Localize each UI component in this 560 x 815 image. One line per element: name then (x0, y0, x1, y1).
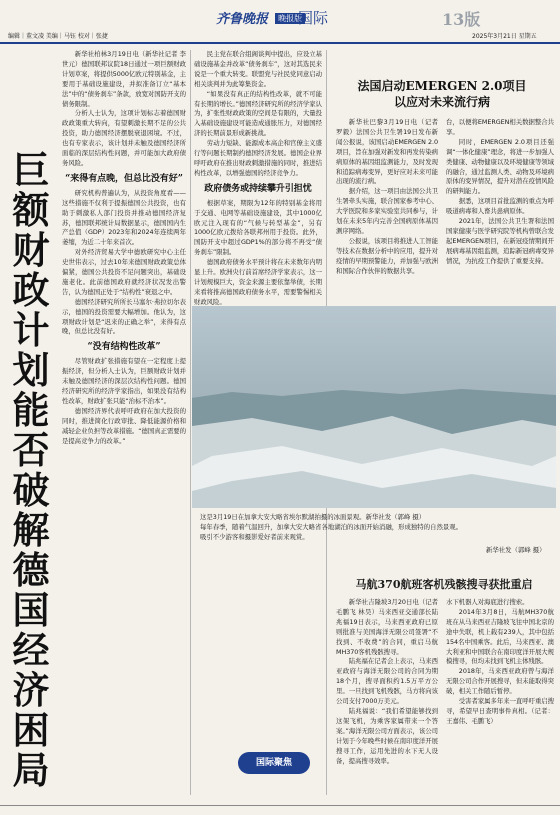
paragraph: 对外经济贸易大学中德欧研究中心主任史世伟表示，过去10年来德国财政政策总体偏紧，德国公共投资不足问题突出，基础设施老化。此前德国政府就经济状况发出警告，认为德国正处于“结构性”衰退之中。 (62, 248, 186, 296)
paragraph: 新华社吉隆坡3月20日电（记者 毛鹏飞 林昊）马来西亚交通部长陆兆福19日表示，马来西亚政府已原则批准与美国海洋无限公司签署“不找到、不收费”的合同，重启马航MH370客机残骸搜寻。 (336, 598, 438, 656)
editor-line: 编辑｜董文凌 美编｜马钰 校对｜张捷 (8, 33, 108, 40)
lake-ice-photo (192, 306, 556, 508)
left-subhead-2: “没有结构性改革” (87, 342, 161, 353)
photo-illustration (192, 306, 556, 508)
mh370-col2 (446, 598, 554, 798)
paragraph: 台，以便将EMERGEN相关数据整合共享。 (446, 118, 554, 136)
paragraph: 陆兆福说：“我们希望能够找到这架飞机，为乘客家属带来一个答案。”海洋无限公司方面表示，该公司计划于今年晚些时候在南印度洋开展搜寻工作，运用先进的水下无人设备，提高搜寻效率。 (336, 706, 438, 765)
footer-rule (0, 805, 560, 806)
photo-caption: 这是3月19日在加拿大安大略省埃尔默湖拍摄的冰面景观。新华社发（郭峰 摄） (200, 513, 426, 521)
france-story-col2 (446, 118, 554, 304)
headline-line: 法国启动EMERGEN 2.0项目 (357, 79, 527, 93)
france-story-col1 (336, 118, 438, 304)
photo-text-line: 每年春季，随着气温回升，加拿大安大略省各地湖泊的冰面开始消融，形成独特的自然景观。 (200, 523, 463, 531)
middle-subhead: 政府债务或持续攀升引担忧 (204, 183, 312, 194)
photo-text (200, 522, 552, 542)
left-story-byline: 新华社柏林3月19日电（新华社记者 李世元）德国联邦议院18日通过一项巨额财政计划草案，将提供5000亿欧元特别基金，主要用于基础设施建设，并拟准备订立“基本法”中的“债务刹车”条款，放宽对国防开支的债务限制。 (62, 50, 186, 108)
paragraph: 研究机构普遍认为，从投资角度看——这些措施不仅利于提振德国公共投资，也有助于刺激私人部门投资并推动德国经济复苏，德国联邦统计局数据显示，德国国内生产总值（GDP）2023年和2024年连续两年萎缩，为近二十年来首次。 (62, 188, 186, 247)
mh370-headline: 马航370航班客机残骸搜寻获批重启 (355, 578, 533, 591)
photo-text-line: 吸引不少游客和摄影爱好者前来观赏。 (200, 533, 309, 541)
paragraph: “如果没有真正的结构性改革，就不可能有长期的增长。”德国经济研究所的经济学家认为，扩张性财政政策的空间是有限的，大量投入基础设施建设可能造成通胀压力，对德国经济的长期前景形成新挑战。 (194, 89, 322, 138)
paragraph: 水下机器人对海底进行搜索。 (446, 598, 529, 606)
left-story-text (62, 50, 186, 795)
paragraph: 公报说，该项目将推进人工智能等技术在数据分析中的应用，提升对疫情的早期预警能力，并加强与欧洲和国际合作伙伴的数据共享。 (336, 236, 438, 275)
paragraph: 尽管财政扩张措施有望在一定程度上提振经济，但分析人士认为，巨额财政计划并未触及德国经济的深层次结构性问题。德国经济研究所的经济学家指出，如果没有结构性改革，财政扩张只能“治标不治本”。 (62, 357, 186, 405)
paragraph: 根据草案，期限为12年的特别基金将用于交通、电网等基础设施建设，其中1000亿欧元注入现有的“气候与转型基金”，另有1000亿欧元拨给各联邦州用于投资。此外，国防开支中超过GDP1%的部分将不再受“债务刹车”限制。 (194, 198, 322, 257)
paragraph: 受害者家属多年来一直呼吁重启搜寻，希望早日查明事件真相。（记者：王嘉伟、毛鹏飞） (446, 697, 554, 725)
left-story-headline: 巨额财政计划能否破解德国经济困局 (12, 148, 50, 792)
left-subhead-1: “来得有点晚，但总比没有好” (65, 173, 183, 184)
international-focus-badge (238, 752, 310, 774)
paragraph: 陆兆福在记者会上表示，马来西亚政府与海洋无限公司的合同为期18个月，搜寻面积约1.5万平方公里。一旦找到飞机残骸，马方将向该公司支付7000万美元。 (336, 657, 438, 706)
paragraph: 2021年，法国公共卫生署和法国国家健康与医学研究院等机构曾联合发起EMERGEN项目，在新冠疫情期间开展病毒基因组监测，追踪新冠病毒变异情况，为抗疫工作提供了重要支持。 (446, 217, 554, 265)
mh370-col1 (336, 598, 438, 798)
section-label: 国际 (298, 9, 329, 27)
issue-date: 2025年3月21日 星期五 (472, 33, 537, 40)
left-story-intro: 分析人士认为，这项计划标志着德国财政政策重大转向，有望刺激长期不足的公共投资，助力德国经济摆脱衰退困境。不过，也有专家表示，该计划并未触及德国经济所面临的深层结构性问题，并可能加大政府债务风险。 (62, 109, 186, 167)
paragraph: 据介绍，这一项目由法国公共卫生署牵头实施，联合国家参考中心、大学医院和多家实验室共同参与，计划在未来5年内完善全国病原体基因测序网络。 (336, 187, 438, 235)
paragraph: 新华社巴黎3月19日电（记者 罗毅）法国公共卫生署19日发布新闻公报说，该国启动EMERGEN 2.0项目，旨在加强对新发和再发传染病病原体的基因组监测能力，及时发现和追踪病毒变异，更好应对未来可能出现的流行病。 (336, 118, 438, 186)
france-story-headline (332, 78, 552, 110)
paragraph: 同时，EMERGEN 2.0项目还强调“一体化健康”理念，将进一步加强人类健康、动物健康以及环境健康等领域的融合，通过监测人类、动物及环境病原体的变异情况，提升对潜在疫情风险的研判能力。 (446, 137, 554, 196)
paragraph: 2018年，马来西亚政府曾与海洋无限公司合作开展搜寻，但未能取得突破，相关工作随后暂停。 (446, 667, 554, 696)
headline-line: 以应对未来流行病 (393, 95, 490, 109)
paragraph: 德国经济研究所所长马塞尔·弗拉切尔表示，德国的投资需要大幅增加。他认为，这项财政计划是“迟来的正确之举”，来得有点晚，但总比没有好。 (62, 297, 186, 336)
column-rule (190, 50, 191, 795)
paragraph: 民主党在联合组阁谈判中提出，应设立基础设施基金并改革“债务刹车”，这对其选民来说是一个重大转变。联盟党与社民党同意启动相关谈判并为此筹集资金。 (194, 50, 322, 88)
paragraph: 2014年3月8日，马航MH370航班在从马来西亚吉隆坡飞往中国北京的途中失联，机上载有239人，其中包括154名中国乘客。此后，马来西亚、澳大利亚和中国联合在南印度洋开展大规模搜寻，但均未找到飞机主体残骸。 (446, 607, 554, 666)
paragraph: 德国政府债务水平预计将在未来数年内明显上升。欧洲央行前首席经济学家表示，这一计划规模巨大，资金来源主要依靠举债，长期来看将推高德国政府债务水平，需要警惕相关财政风险。 (194, 258, 322, 306)
page-number: 13版 (442, 10, 481, 29)
masthead-edition: 晚报版 (275, 13, 305, 24)
paragraph: 德国经济界代表呼吁政府在加大投资的同时，推进简化行政审批、降低能源价格和减轻企业负担等改革措施。“德国真正需要的是提高竞争力的改革。” (62, 406, 186, 445)
header-rule (0, 42, 560, 44)
masthead-name: 齐鲁晚报 (216, 12, 269, 27)
paragraph: 据悉，这项目首批监测的重点为呼吸道病毒和人畜共患病原体。 (446, 197, 554, 216)
badge-label: 国际聚焦 (255, 758, 292, 768)
photo-credit: 新华社发（郭峰 摄） (486, 546, 546, 554)
paragraph: 劳动力短缺、能源成本高企和官僚主义盛行等问题长期制约德国经济发展。德国企业界呼吁政府在推出财政刺激措施的同时，推进结构性改革，以增强德国的经济竞争力。 (194, 139, 322, 177)
